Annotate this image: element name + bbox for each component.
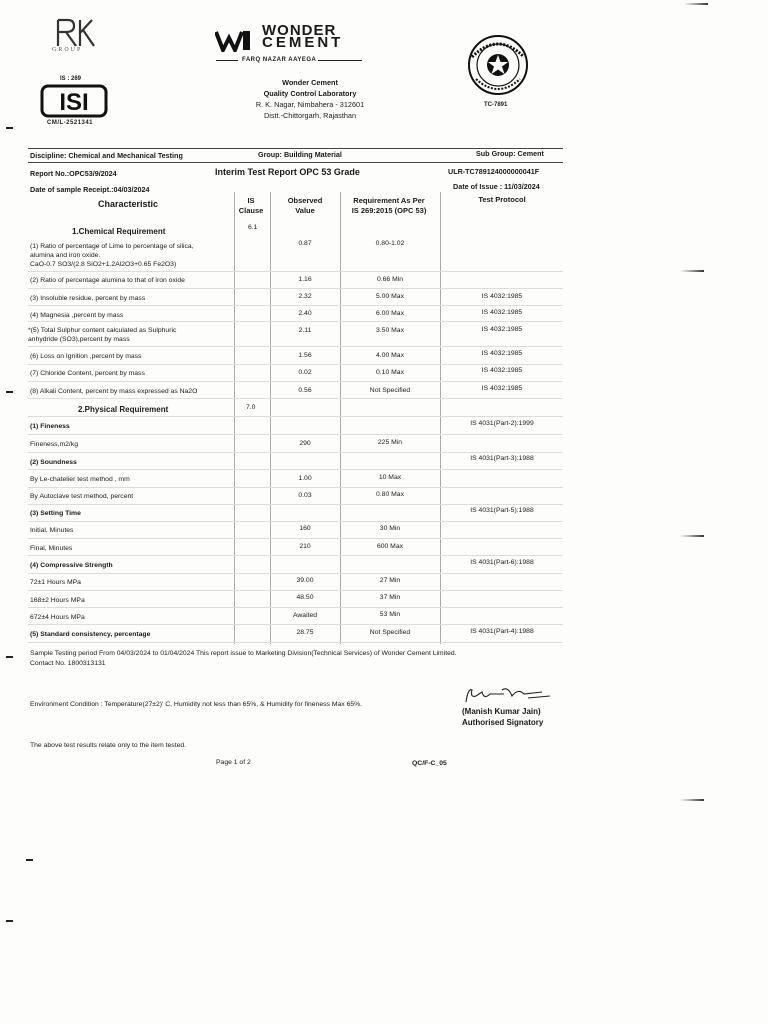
row-divider bbox=[28, 538, 563, 539]
row-divider bbox=[28, 321, 563, 322]
table-row-subheading: (2) Soundness bbox=[30, 459, 77, 466]
scan-mark bbox=[680, 269, 704, 273]
table-cell-protocol: IS 4031(Part-4):1988 bbox=[470, 628, 534, 635]
table-row-characteristic: 72±1 Hours MPa bbox=[30, 579, 81, 586]
date-of-receipt: Date of sample Receipt.:04/03/2024 bbox=[30, 185, 150, 194]
table-cell-observed: 0.03 bbox=[298, 492, 312, 499]
table-cell-requirement: 27 Min bbox=[379, 577, 401, 584]
physical-requirement-heading: 2.Physical Requirement bbox=[78, 405, 169, 414]
table-cell-requirement: 6.00 Max bbox=[376, 310, 404, 317]
table-cell-requirement: 10 Max bbox=[378, 474, 402, 481]
column-header-observed-value: Observed Value bbox=[287, 196, 323, 215]
table-cell-protocol: IS 4031(Part-3):1988 bbox=[470, 455, 534, 462]
table-row-subheading: (3) Setting Time bbox=[30, 510, 81, 517]
table-row-characteristic: (6) Loss on Ignition ,percent by mass bbox=[30, 353, 142, 360]
row-divider bbox=[28, 624, 563, 625]
table-cell-requirement: 0.80-1.02 bbox=[375, 240, 405, 247]
report-number: Report No.:OPC53/9/2024 bbox=[30, 169, 117, 178]
table-cell-requirement: Not Specified bbox=[369, 387, 411, 394]
table-row-characteristic: Initial, Minutes bbox=[30, 527, 74, 534]
table-cell-observed: 290 bbox=[299, 440, 311, 447]
row-divider bbox=[28, 607, 563, 608]
page-number: Page 1 of 2 bbox=[216, 759, 251, 766]
row-divider bbox=[28, 452, 563, 453]
scan-mark bbox=[680, 534, 704, 538]
table-cell-protocol: IS 4032:1985 bbox=[481, 367, 523, 374]
table-cell-protocol: IS 4032:1985 bbox=[481, 326, 523, 333]
table-cell-protocol: IS 4031(Part-5):1988 bbox=[470, 507, 534, 514]
row-divider bbox=[28, 398, 563, 399]
table-row-characteristic: 672±4 Hours MPa bbox=[30, 614, 85, 621]
column-divider bbox=[234, 192, 235, 644]
laboratory-address-block bbox=[220, 77, 400, 121]
address-line-2: Distt.-Chittorgarh, Rajasthan bbox=[263, 111, 357, 120]
isi-mark-logo bbox=[40, 84, 108, 118]
table-row-characteristic: (2) Ratio of percentage alumina to that of iron oxide bbox=[30, 277, 185, 284]
table-cell-requirement: 0.66 Min bbox=[376, 276, 404, 283]
tagline-rule-left bbox=[216, 60, 238, 61]
row-divider bbox=[28, 346, 563, 347]
column-header-requirement: Requirement As Per IS 269:2015 (OPC 53) bbox=[351, 196, 427, 215]
table-cell-requirement: 30 Min bbox=[379, 525, 401, 532]
column-header-is-clause: IS Clause bbox=[238, 196, 264, 215]
rk-group-label: GROUP bbox=[52, 47, 83, 53]
row-divider bbox=[28, 521, 563, 522]
row-divider bbox=[28, 416, 563, 417]
date-of-issue: Date of Issue : 11/03/2024 bbox=[453, 182, 540, 191]
table-cell-protocol: IS 4031(Part-6):1988 bbox=[470, 559, 534, 566]
isi-standard-number: IS : 269 bbox=[60, 76, 82, 82]
column-divider bbox=[440, 192, 441, 644]
row-divider bbox=[28, 469, 563, 470]
row-divider bbox=[28, 434, 563, 435]
isi-licence-number: CM/L-2521341 bbox=[47, 120, 94, 126]
company-tagline: FARQ NAZAR AAYEGA bbox=[242, 57, 317, 63]
table-cell-observed: 0.87 bbox=[298, 240, 312, 247]
table-cell-observed: Awaited bbox=[292, 612, 318, 619]
table-row-characteristic: (8) Alkali Content, percent by mass expressed as Na2O bbox=[30, 388, 198, 395]
chemical-clause: 6.1 bbox=[248, 224, 258, 231]
environment-condition: Environment Condition : Temperature(27±2)' C, Humidity not less than 65%, & Humidity for fineness Max 65%. bbox=[30, 701, 363, 708]
testing-period-note: Sample Testing period From 04/03/2024 to 01/04/2024 This report issue to Marketing Division(Technical Services) of Wonder Cement Limited. Contact No. 1800313131 bbox=[30, 650, 457, 667]
table-cell-observed: 1.16 bbox=[298, 276, 312, 283]
table-cell-observed: 0.02 bbox=[298, 369, 312, 376]
table-cell-observed: 39.00 bbox=[296, 577, 314, 584]
row-divider bbox=[28, 642, 563, 643]
row-divider bbox=[28, 590, 563, 591]
scan-mark bbox=[6, 127, 13, 129]
lab-unit: Quality Control Laboratory bbox=[263, 89, 357, 98]
sub-group: Sub Group: Cement bbox=[476, 149, 544, 158]
table-cell-requirement: 225 Min bbox=[377, 439, 403, 446]
table-row-characteristic: Fineness,m2/kg bbox=[30, 441, 78, 448]
scan-mark bbox=[6, 391, 13, 393]
row-divider bbox=[28, 573, 563, 574]
lab-name: Wonder Cement bbox=[282, 78, 338, 87]
address-line-1: R. K. Nagar, Nimbahera - 312601 bbox=[255, 100, 365, 109]
svg-text:ISI: ISI bbox=[59, 89, 89, 116]
row-divider bbox=[28, 305, 563, 306]
table-row-subheading: (4) Compressive Strength bbox=[30, 562, 113, 569]
table-cell-observed: 1.56 bbox=[298, 352, 312, 359]
table-cell-requirement: 53 Min bbox=[379, 611, 401, 618]
table-row-characteristic: (3) Insoluble residue, percent by mass bbox=[30, 295, 146, 302]
tagline-rule-right bbox=[318, 60, 362, 61]
group: Group: Building Material bbox=[258, 150, 342, 159]
scan-mark bbox=[6, 656, 13, 658]
row-divider bbox=[28, 381, 563, 382]
table-cell-observed: 2.11 bbox=[298, 327, 312, 334]
table-row-characteristic: (1) Ratio of percentage of Lime to percentage of silica, alumina and iron oxide. CaO-0.7 SO3/(2.8 SiO2+1.2Al2O3+0.65 Fe2O3) bbox=[30, 243, 194, 268]
table-row-subheading: (1) Fineness bbox=[30, 423, 70, 430]
scan-mark bbox=[6, 920, 13, 922]
discipline: Discipline: Chemical and Mechanical Testing bbox=[30, 151, 183, 160]
report-title: Interim Test Report OPC 53 Grade bbox=[215, 167, 360, 177]
row-divider bbox=[28, 487, 563, 488]
chemical-requirement-heading: 1.Chemical Requirement bbox=[72, 227, 166, 236]
table-cell-observed: 2.40 bbox=[298, 310, 312, 317]
table-cell-observed: 28.75 bbox=[296, 629, 314, 636]
table-row-characteristic: (4) Magnesia ,percent by mass bbox=[30, 312, 124, 319]
table-row-subheading: (5) Standard consistency, percentage bbox=[30, 631, 151, 638]
signature-image bbox=[458, 684, 558, 706]
table-cell-protocol: IS 4032:1985 bbox=[481, 350, 523, 357]
table-cell-protocol: IS 4032:1985 bbox=[481, 293, 523, 300]
table-cell-requirement: Not Specified bbox=[369, 629, 411, 636]
row-divider bbox=[28, 504, 563, 505]
column-header-characteristic: Characteristic bbox=[98, 199, 159, 209]
accreditation-number: TC-7891 bbox=[484, 102, 508, 108]
table-cell-requirement: 5.00 Max bbox=[376, 293, 404, 300]
table-cell-protocol: IS 4032:1985 bbox=[481, 385, 523, 392]
scan-mark bbox=[684, 2, 708, 6]
table-cell-requirement: 3.50 Max bbox=[376, 327, 404, 334]
row-divider bbox=[28, 555, 563, 556]
signatory-title: Authorised Signatory bbox=[462, 718, 544, 727]
company-name: WONDER CEMENT bbox=[262, 22, 344, 51]
column-divider bbox=[270, 192, 271, 644]
table-cell-observed: 210 bbox=[299, 543, 311, 550]
scan-mark bbox=[680, 798, 704, 802]
signatory-name: (Manish Kumar Jain) bbox=[462, 707, 541, 716]
table-row-characteristic: By Autoclave test method, percent bbox=[30, 493, 134, 500]
table-cell-requirement: 600 Max bbox=[376, 543, 404, 550]
physical-clause: 7.0 bbox=[246, 404, 256, 411]
table-cell-protocol: IS 4031(Part-2):1999 bbox=[470, 420, 534, 427]
table-cell-observed: 160 bbox=[299, 525, 311, 532]
table-cell-observed: 0.56 bbox=[298, 387, 312, 394]
table-row-characteristic: *(5) Total Sulphur content calculated as Sulphuric anhydride (SO3),percent by mass bbox=[28, 327, 177, 343]
wonder-cement-logo bbox=[215, 28, 251, 52]
table-cell-protocol: IS 4032:1985 bbox=[481, 309, 523, 316]
meta-rule bbox=[28, 162, 563, 163]
table-cell-requirement: 37 Min bbox=[379, 594, 401, 601]
column-header-test-protocol: Test Protocol bbox=[478, 195, 526, 204]
table-cell-observed: 1.00 bbox=[298, 475, 312, 482]
table-cell-observed: 2.32 bbox=[298, 293, 312, 300]
table-row-characteristic: (7) Chloride Content, percent by mass bbox=[30, 370, 145, 377]
row-divider bbox=[28, 271, 563, 272]
ulr-number: ULR-TC789124000000041F bbox=[448, 167, 540, 176]
table-cell-requirement: 0.10 Max bbox=[376, 369, 404, 376]
scan-mark bbox=[26, 859, 33, 861]
row-divider bbox=[28, 364, 563, 365]
disclaimer: The above test results relate only to the item tested. bbox=[30, 742, 187, 749]
table-row-characteristic: 168±2 Hours MPa bbox=[30, 597, 85, 604]
table-row-characteristic: By Le-chatelier test method , mm bbox=[30, 476, 130, 483]
table-cell-observed: 48.50 bbox=[296, 594, 314, 601]
form-code: QC/F-C_05 bbox=[412, 760, 447, 767]
nabl-accreditation-seal bbox=[462, 33, 534, 97]
row-divider bbox=[28, 288, 563, 289]
table-cell-requirement: 4.00 Max bbox=[376, 352, 404, 359]
table-cell-requirement: 0.80 Max bbox=[376, 491, 404, 498]
table-row-characteristic: Final, Minutes bbox=[30, 545, 73, 552]
